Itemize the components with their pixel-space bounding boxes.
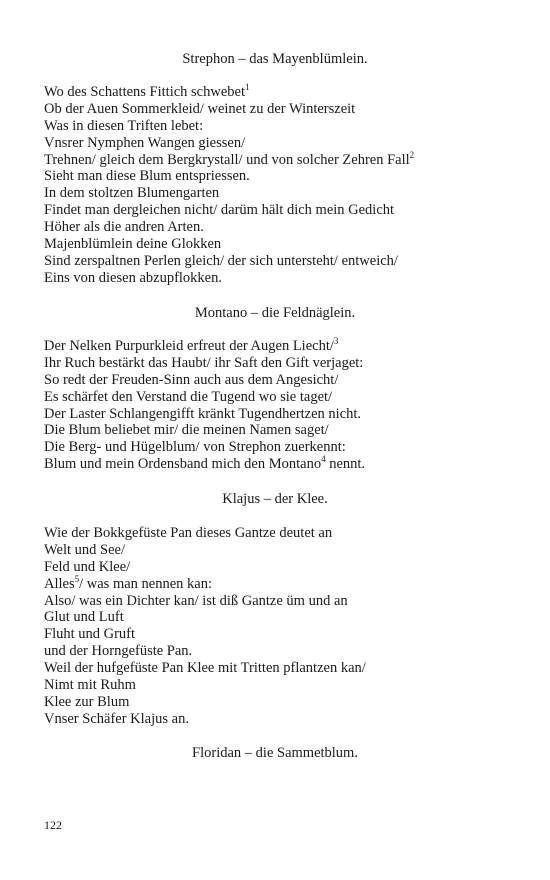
verse-line bbox=[44, 84, 524, 101]
section-heading-floridan: Floridan – die Sammetblum. bbox=[192, 745, 358, 761]
verse-line: Der Laster Schlangengifft kränkt Tugendhertzen nicht. bbox=[44, 405, 362, 422]
verse-line: Wie der Bokkgefüste Pan dieses Gantze deutet an bbox=[44, 525, 333, 541]
verse-line: Die Berg- und Hügelblum/ von Strephon zuerkennt: bbox=[44, 439, 346, 456]
verse-line: In dem stoltzen Blumengarten bbox=[44, 185, 220, 202]
footnote-marker[interactable]: 1 bbox=[245, 82, 250, 93]
verse-line: Eins von diesen abzupflokken. bbox=[44, 269, 222, 286]
verse-line: Vnsrer Nymphen Wangen giessen/ bbox=[44, 134, 246, 151]
verse-line: Sieht man diese Blum entspriessen. bbox=[44, 168, 250, 185]
page-number: 122 bbox=[44, 818, 62, 832]
verse-text: Wo des Schattens Fittich schwebet bbox=[44, 84, 245, 100]
verse-line bbox=[44, 338, 524, 355]
verse-line: Die Blum beliebet mir/ die meinen Namen saget/ bbox=[44, 422, 329, 439]
verse-line: Vnser Schäfer Klajus an. bbox=[44, 710, 189, 727]
verse-line bbox=[44, 573, 524, 593]
section-heading-klajus: Klajus – der Klee. bbox=[222, 491, 328, 507]
verse-line: Fluht und Gruft bbox=[44, 626, 136, 643]
verse-text: / was man nennen kan: bbox=[79, 575, 212, 592]
verse-text: Blum und mein Ordensband mich den Montano bbox=[44, 456, 322, 473]
verse-line: Es schärfet den Verstand die Tugend wo sie taget/ bbox=[44, 388, 333, 405]
verse-line: Welt und See/ bbox=[44, 541, 125, 558]
footnote-marker[interactable]: 2 bbox=[409, 149, 415, 160]
verse-line: Majenblümlein deine Glokken bbox=[44, 236, 222, 253]
footnote-marker[interactable]: 3 bbox=[333, 336, 339, 347]
verse-text: Trehnen/ gleich dem Bergkrystall/ und von solcher Zehren Fall bbox=[44, 151, 410, 168]
footnote-marker[interactable]: 5 bbox=[74, 573, 80, 584]
footnote-marker[interactable]: 4 bbox=[321, 454, 326, 465]
section-heading-montano: Montano – die Feldnäglein. bbox=[194, 305, 356, 321]
verse-line: Sind zerspaltnen Perlen gleich/ der sich untersteht/ entweich/ bbox=[44, 252, 398, 269]
verse-text: Der Nelken Purpurkleid erfreut der Augen Liecht/ bbox=[44, 338, 334, 354]
verse-line: Ob der Auen Sommerkleid/ weinet zu der Winterszeit bbox=[44, 100, 356, 117]
verse-text: Alles bbox=[44, 575, 75, 592]
verse-line: Glut und Luft bbox=[44, 609, 124, 626]
poem-klajus bbox=[44, 525, 524, 728]
verse-line: Was in diesen Triften lebet: bbox=[44, 117, 204, 134]
verse-line: Findet man dergleichen nicht/ darüm hält dich mein Gedicht bbox=[44, 202, 395, 219]
verse-line bbox=[44, 149, 524, 169]
verse-line: Klee zur Blum bbox=[44, 693, 130, 710]
verse-text: nennt. bbox=[325, 456, 366, 473]
verse-line: So redt der Freuden-Sinn auch aus dem Angesicht/ bbox=[44, 371, 339, 388]
verse-line: Nimt mit Ruhm bbox=[44, 677, 136, 694]
verse-line: Ihr Ruch bestärkt das Haubt/ ihr Saft den Gift verjaget: bbox=[44, 354, 364, 371]
verse-line: Feld und Klee/ bbox=[44, 558, 131, 575]
poem-strephon bbox=[44, 84, 524, 287]
poem-montano bbox=[44, 338, 524, 473]
verse-line: und der Horngefüste Pan. bbox=[44, 643, 193, 660]
verse-line: Höher als die andren Arten. bbox=[44, 219, 204, 236]
verse-line bbox=[44, 456, 524, 473]
section-heading-strephon: Strephon – das Mayenblümlein. bbox=[182, 51, 368, 67]
verse-line: Weil der hufgefüste Pan Klee mit Tritten pflantzen kan/ bbox=[44, 660, 366, 677]
verse-line: Also/ was ein Dichter kan/ ist diß Gantze üm und an bbox=[44, 592, 348, 609]
